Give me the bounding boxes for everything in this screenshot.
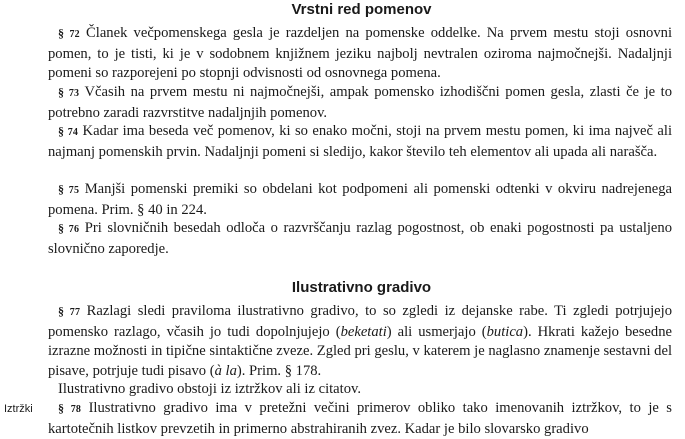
paragraph-77: § 77 Razlagi sledi praviloma ilustrativno gradivo, to so zgledi iz dejanske rabe. Ti zgledi potrjujejo pomensko razlago, včasih jo tudi dopolnjujejo (beketati) ali usmerjajo (butica). Hkrati kažejo besedne izrazne možnosti in tipične sintaktične zveze. Zgled pri geslu, v katerem je naglasno znamenje sestavni del pisave, potrjuje tudi pisavo (à la). Prim. § 178. bbox=[48, 303, 672, 379]
section-number: § 72 bbox=[58, 26, 80, 40]
section-heading-vrstni-red: Vrstni red pomenov bbox=[291, 1, 432, 18]
paragraph-73: § 73 Včasih na prvem mestu ni najmočnejši, ampak pomensko izhodiščni pomen gesla, zlasti če je to potrebno zaradi razvrstitve nadaljnjih pomenov. bbox=[48, 84, 673, 121]
margin-note: Iztržki bbox=[4, 403, 33, 415]
section-number: § 77 bbox=[58, 304, 81, 318]
paragraph-75: § 75 Manjši pomenski premiki so obdelani kot podpomeni ali pomenski odtenki v okviru nadrejenega pomena. Prim. § 40 in 224. bbox=[48, 181, 672, 218]
example-word: beketati bbox=[340, 323, 387, 340]
paragraph-74: § 74 Kadar ima beseda več pomenov, ki so enako močni, stoji na prvem mestu pomen, ki ima največ ali najmanj pomenskih prvin. Nadaljnji pomeni si sledijo, kakor število teh elementov ali upada ali narašča. bbox=[48, 123, 672, 160]
paragraph-76: § 76 Pri slovničnih besedah odloča o razvrščanju razlag pogostnost, ob enaki pogostnosti pa ustaljeno slovnično zaporedje. bbox=[48, 220, 672, 257]
section-number: § 73 bbox=[58, 85, 80, 99]
section-heading-ilustrativno-gradivo: Ilustrativno gradivo bbox=[291, 279, 432, 296]
paragraph-77-continued: Ilustrativno gradivo obstoji iz iztržkov ali iz citatov. bbox=[58, 381, 362, 397]
paragraph-78: § 78 Ilustrativno gradivo ima v pretežni večini primerov obliko tako imenovanih iztržkov, to je s kartotečnih listkov prevzetih in primerno abstrahiranih zvez. Kadar je bilo slovarsko gradivo bbox=[48, 400, 672, 437]
section-number: § 74 bbox=[58, 124, 79, 138]
example-word: à la bbox=[214, 362, 237, 379]
example-word: butica bbox=[486, 323, 524, 340]
section-number: § 75 bbox=[58, 182, 80, 196]
section-number: § 78 bbox=[58, 401, 82, 415]
paragraph-72: § 72 Članek večpomenskega gesla je razdeljen na pomenske oddelke. Na prvem mestu stoji osnovni pomen, to je tisti, ki je v sodobnem knjižnem jeziku najbolj nevtralen oziroma najmočnejši. Nadaljnji pomeni so razporejeni po stopnji odvisnosti od osnovnega pomena. bbox=[48, 25, 672, 82]
section-number: § 76 bbox=[58, 221, 80, 235]
